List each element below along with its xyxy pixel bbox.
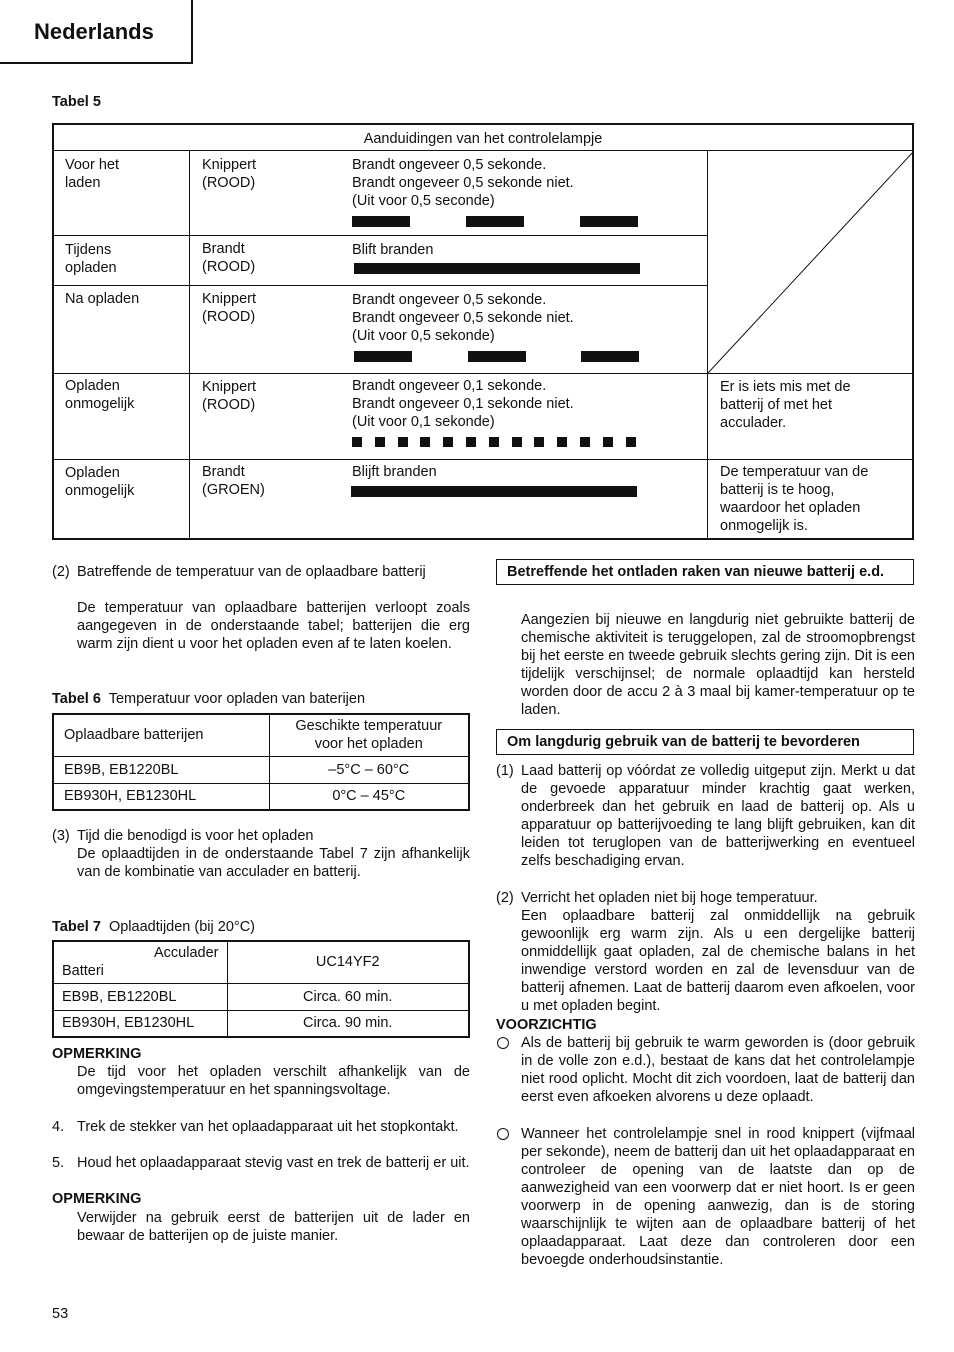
fast-blink-square bbox=[512, 437, 522, 447]
table6 bbox=[52, 713, 470, 811]
right-box1-text: Aangezien bij nieuwe en langdurig niet gebruikte batterij de chemische aktiviteit is teruggelopen, zal de stroomopbrengst bij het eerste en tweede gebruik slechts gering zijn. Dit is een tijdelijk verschijnsel; de normale oplaadtijd kan hersteld worden door de accu 2 à 3 maal bij kamer-temperatuur op te laden. bbox=[521, 612, 915, 718]
right-item2-text: Een oplaadbare batterij zal onmiddellijk na gebruik gewoonlijk erg warm zijn. Als u een dergelijke batterij onmiddellijk gaat opladen, zal de chemische balans in het inwendige verstord worden en zal de levensduur van de batterij afnemen. Laat de batterij daarom even afkoelen, voor u met opladen begint. bbox=[521, 908, 915, 1014]
table7-corner-charger: Acculader bbox=[154, 945, 219, 961]
table5-header: Aanduidingen van het controlelampje bbox=[54, 125, 912, 151]
table7 bbox=[52, 940, 470, 1038]
right-caution-title: VOORZICHTIG bbox=[496, 1017, 597, 1033]
left-step5-text: Houd het oplaadapparaat stevig vast en trek de batterij er uit. bbox=[77, 1155, 470, 1171]
right-item2-title: Verricht het opladen niet bij hoge temperatuur. bbox=[521, 890, 818, 906]
left-item2-num: (2) bbox=[52, 564, 70, 580]
right-caution2-text: Wanneer het controlelampje snel in rood knippert (vijfmaal per sekonde), neem de batterij dan uit het oplaadapparaat en controleer de opening van de laatste dan op de aanwezigheid van een voorwerp dat er niet hoort. Is er geen voorwerp in de opening aanwezig, dan is de storing waarschijnlijk te wijten aan de oplaadbare batterij of het oplaadapparaat. Laat deze dan controleren door een bevoegde onderhoudsinstantie. bbox=[521, 1126, 915, 1268]
left-note2-text: Verwijder na gebruik eerst de batterijen uit de lader en bewaar de batterijen op de juiste manier. bbox=[77, 1210, 470, 1244]
t5-row1-desc: Brandt ongeveer 0,5 sekonde. Brandt ongeveer 0,5 sekonde niet. (Uit voor 0,5 seconde) bbox=[352, 157, 574, 209]
bullet-circle-icon bbox=[497, 1128, 509, 1140]
left-step5-num: 5. bbox=[52, 1155, 65, 1171]
left-note1-text: De tijd voor het opladen verschilt afhankelijk van de omgevingstemperatuur en het spanningsvoltage. bbox=[77, 1064, 470, 1098]
t5-row5-steady-bar bbox=[351, 486, 637, 497]
fast-blink-square bbox=[375, 437, 385, 447]
fast-blink-square bbox=[534, 437, 544, 447]
fast-blink-square bbox=[398, 437, 408, 447]
fast-blink-square bbox=[626, 437, 636, 447]
t5-row3-state: Na opladen bbox=[65, 291, 140, 307]
t5-row3-blink-bar bbox=[581, 351, 639, 362]
t5-row4-state: Opladen onmogelijk bbox=[65, 378, 135, 412]
t5-row2-steady-bar bbox=[354, 263, 640, 274]
table5-label: Tabel 5 bbox=[52, 94, 101, 110]
left-item3-num: (3) bbox=[52, 828, 70, 844]
t5-row2-desc: Blift branden bbox=[352, 242, 434, 258]
t5-row2-state: Tijdens opladen bbox=[65, 242, 117, 276]
t5-row3-blink-bar bbox=[354, 351, 412, 362]
t5-row3-desc: Brandt ongeveer 0,5 sekonde. Brandt ongeveer 0,5 sekonde niet. (Uit voor 0,5 sekonde) bbox=[352, 292, 574, 344]
fast-blink-square bbox=[580, 437, 590, 447]
right-item2-num: (2) bbox=[496, 890, 514, 906]
t5-row1-state: Voor het laden bbox=[65, 157, 120, 191]
fast-blink-square bbox=[466, 437, 476, 447]
t5-row3-blink-bar bbox=[468, 351, 526, 362]
fast-blink-square bbox=[489, 437, 499, 447]
fast-blink-square bbox=[443, 437, 453, 447]
left-item3-title: Tijd die benodigd is voor het opladen bbox=[77, 828, 314, 844]
fast-blink-square bbox=[603, 437, 613, 447]
fast-blink-square bbox=[352, 437, 362, 447]
table6-row-temp: –5°C – 60°C bbox=[269, 756, 469, 783]
t5-row5-state: Opladen onmogelijk bbox=[65, 465, 135, 499]
table7-row-battery: EB9B, EB1220BL bbox=[53, 983, 227, 1010]
t5-row1-blink-bar bbox=[580, 216, 638, 227]
table6-title: Temperatuur voor opladen van baterijen bbox=[108, 691, 366, 707]
table6-row-temp: 0°C – 45°C bbox=[269, 783, 469, 810]
table6-label: Tabel 6 bbox=[52, 691, 101, 707]
t5-row1-blink-bar bbox=[466, 216, 524, 227]
t5-row3-lamp: Knippert (ROOD) bbox=[202, 291, 257, 325]
right-item1-text: Laad batterij op vóórdat ze volledig uitgeput zijn. Merkt u dat de gevoede apparatuur minder krachtig gaat werken, onderbreek dan het gebruik en laad de batterij op. Als u apparatuur op batterijvoeding te lang blijft gebruiken, kan dit leiden tot teruglopen van de batterijwerking en eventueel zelfs beschadiging ervan. bbox=[521, 763, 915, 869]
table7-label: Tabel 7 bbox=[52, 919, 101, 935]
right-caution1-text: Als de batterij bij gebruik te warm geworden is (door gebruik in de volle zon e.d.), bestaat de kans dat het controlelampje niet rood oplicht. Mocht dit zich voordoen, laat de batterij dan eerst even afkoeken alvorens u deze oplaadt. bbox=[521, 1035, 915, 1105]
t5-row2-lamp: Brandt (ROOD) bbox=[202, 241, 256, 275]
fast-blink-square bbox=[557, 437, 567, 447]
t5-row1-lamp: Knippert (ROOD) bbox=[202, 157, 257, 191]
t5-row4-note: Er is iets mis met de batterij of met het acculader. bbox=[720, 379, 851, 431]
t5-row5-note: De temperatuur van de batterij is te hoog, waardoor het opladen onmogelijk is. bbox=[720, 464, 869, 534]
language-label: Nederlands bbox=[34, 19, 154, 44]
bullet-circle-icon bbox=[497, 1037, 509, 1049]
table7-model: UC14YF2 bbox=[227, 941, 469, 983]
table6-head-battery: Oplaadbare batterijen bbox=[53, 714, 269, 756]
left-item3-text: De oplaadtijden in de onderstaande Tabel 7 zijn afhankelijk van de kombinatie van acculader en batterij. bbox=[77, 846, 470, 880]
table7-caption bbox=[52, 918, 255, 936]
left-note2-title: OPMERKING bbox=[52, 1191, 142, 1207]
left-note1-title: OPMERKING bbox=[52, 1046, 142, 1062]
table6-row-battery: EB930H, EB1230HL bbox=[53, 783, 269, 810]
left-step4-num: 4. bbox=[52, 1119, 65, 1135]
t5-row4-desc: Brandt ongeveer 0,1 sekonde. Brandt ongeveer 0,1 sekonde niet. (Uit voor 0,1 sekonde) bbox=[352, 378, 574, 430]
table7-row-time: Circa. 60 min. bbox=[227, 983, 469, 1010]
table7-row-battery: EB930H, EB1230HL bbox=[53, 1010, 227, 1037]
language-tab bbox=[0, 0, 193, 64]
table6-row-battery: EB9B, EB1220BL bbox=[53, 756, 269, 783]
t5-row5-lamp: Brandt (GROEN) bbox=[202, 464, 265, 498]
table5 bbox=[52, 123, 914, 540]
right-box2-heading: Om langdurig gebruik van de batterij te bevorderen bbox=[496, 729, 914, 755]
right-box1-heading: Betreffende het ontladen raken van nieuwe batterij e.d. bbox=[496, 559, 914, 585]
table6-head-temp: Geschikte temperatuur voor het opladen bbox=[269, 714, 469, 756]
t5-row5-desc: Blijft branden bbox=[352, 464, 437, 480]
table7-title: Oplaadtijden (bij 20°C) bbox=[108, 919, 255, 935]
left-item2-text: De temperatuur van oplaadbare batterijen verloopt zoals aangegeven in de onderstaande tabel; batterijen die erg warm zijn dient u voor het opladen even af te laten koelen. bbox=[77, 600, 470, 652]
table7-row-time: Circa. 90 min. bbox=[227, 1010, 469, 1037]
table7-corner-battery: Batteri bbox=[62, 963, 104, 979]
not-applicable-diagonal bbox=[708, 151, 914, 373]
fast-blink-square bbox=[420, 437, 430, 447]
page-number: 53 bbox=[52, 1306, 69, 1322]
table6-caption bbox=[52, 690, 365, 708]
left-step4-text: Trek de stekker van het oplaadapparaat uit het stopkontakt. bbox=[77, 1119, 459, 1135]
t5-row1-blink-bar bbox=[352, 216, 410, 227]
t5-row4-lamp: Knippert (ROOD) bbox=[202, 379, 257, 413]
left-item2-title: Batreffende de temperatuur van de oplaadbare batterij bbox=[77, 564, 426, 580]
right-item1-num: (1) bbox=[496, 763, 514, 779]
table7-corner bbox=[53, 941, 227, 983]
